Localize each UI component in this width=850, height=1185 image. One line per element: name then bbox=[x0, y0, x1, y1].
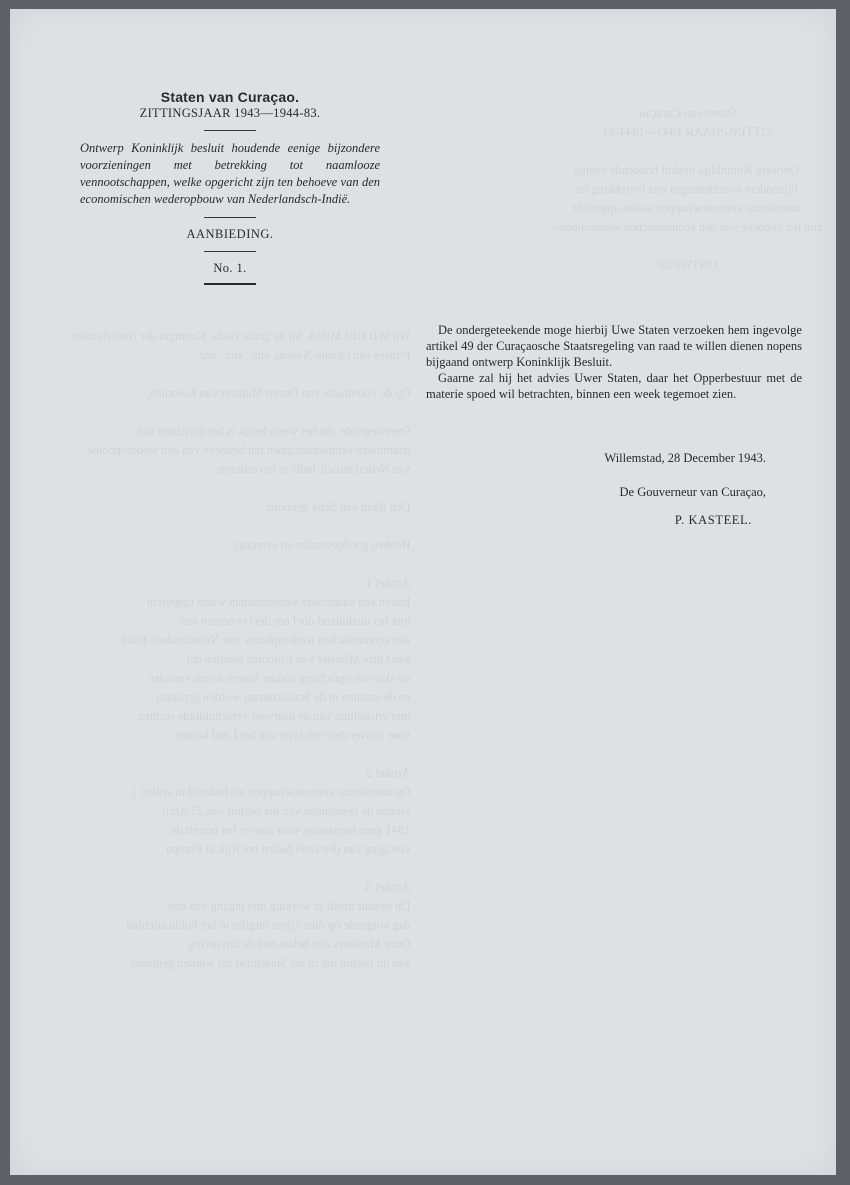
show-through-heading: Staten van Curaçao. ZITTINGSJAAR 1943—1944-83. Ontwerp Koninklijk besluit houdende eenige bijzondere voorzieningen met betrekking tot naamlooze vennootschappen welke opgericht zijn ten behoeve van den economischen wederopbouw ONTWERP. bbox=[550, 106, 823, 272]
label-divider bbox=[204, 251, 256, 252]
document-page bbox=[10, 9, 836, 1175]
document-header bbox=[72, 89, 388, 294]
header-divider bbox=[204, 130, 256, 131]
place-and-date: Willemstad, 28 December 1943. bbox=[604, 451, 766, 465]
signer-title: De Gouverneur van Curaçao, bbox=[619, 485, 766, 499]
body-paragraph-1: De ondergeteekende moge hierbij Uwe Staten verzoeken hem ingevolge artikel 49 der Curaçaosche Staatsregeling van raad te willen dienen nopens bijgaand ontwerp Koninklijk Besluit. bbox=[426, 323, 802, 369]
show-through-text: Wij WILHELMINA, bij de gratie Gods, Koningin der Nederlanden, Prinses van Oranje-Nassau, enz., enz., enz. Op de voordracht van Onzen Minister van Koloniën; Overwegende, dat het wenschelijk is het oprichten van naamlooze vennootschappen ten behoeve van den wederopbouw van Nederlandsch-Indië te bevorderen; Den Raad van State gehoord; Hebben goedgevonden en verstaan: Artikel 1. Indien een naamlooze vennootschap wordt opgericht met het uitsluitend doel om deel te nemen aan den economischen wederopbouw van Nederlandsch-Indië kan Onze Minister van Koloniën bepalen dat de akte van oprichting zonder kosten wordt verleden en de statuten in de Staatscourant worden geplaatst met vrijstelling van de daarvoor verschuldigde rechten voor zoover deze ten laste van het Land komen Artikel 2. Op naamlooze vennootschappen als bedoeld in artikel 1 vinden de bepalingen van het besluit van 25 April 1941 geen toepassing voor zoover het betreft de vestiging van den zetel buiten het Rijk in Europa Artikel 3. Dit besluit treedt in werking met ingang van den dag volgende op dien zijner uitgifte in het Publicatieblad Onze Ministers zijn belast met de uitvoering van dit besluit dat in het Staatsblad zal worden geplaatst. bbox=[70, 329, 411, 970]
letter-body bbox=[426, 322, 802, 402]
session-year: ZITTINGSJAAR 1943—1944-83. bbox=[139, 106, 321, 120]
document-subject: Ontwerp Koninklijk besluit houdende eenige bijzondere voorzieningen met betrekking tot naamlooze vennootschappen, welke opgericht zijn ten behoeve van den economischen wederopbouw van Nederlandsch-Indië. bbox=[80, 141, 380, 206]
document-number: No. 1. bbox=[213, 261, 247, 275]
number-underline bbox=[204, 283, 256, 285]
subject-divider bbox=[204, 217, 256, 218]
document-title: Staten van Curaçao. bbox=[160, 89, 300, 105]
document-type-label: AANBIEDING. bbox=[186, 227, 274, 241]
signer-name: P. KASTEEL. bbox=[674, 513, 752, 527]
body-paragraph-2: Gaarne zal hij het advies Uwer Staten, daar het Opperbestuur met de materie spoed wil betrachten, binnen een week tegemoet zien. bbox=[426, 371, 802, 401]
